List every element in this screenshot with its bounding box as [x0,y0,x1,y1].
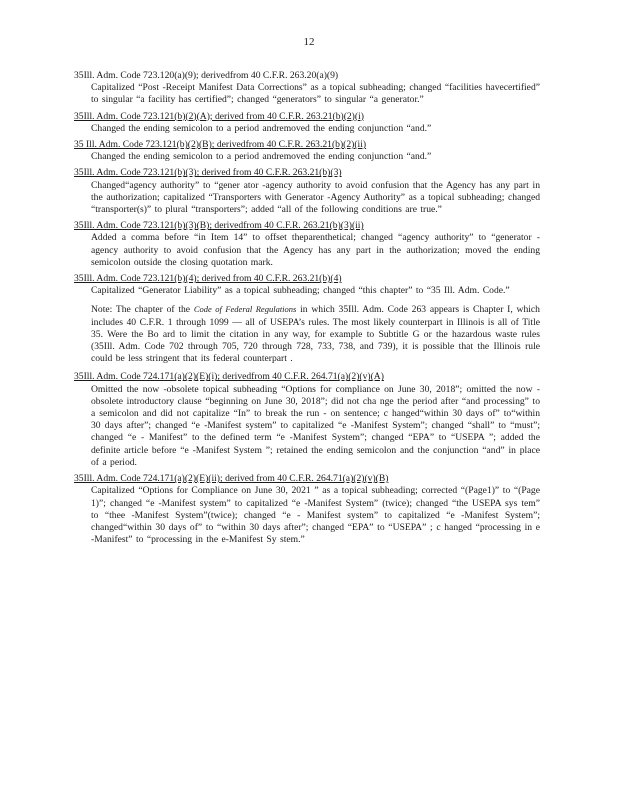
citation-heading: 35Ill. Adm. Code 723.121(b)(3)(B); derivedfrom 40 C.F.R. 263.21(b)(3)(ii) [74,220,364,232]
citation-entry [74,139,540,163]
note-text: in which 35Ill. Adm. Code 263 appears is Chapter I, which includes 40 C.F.R. 1 through 1099 — all of USEPA’s rules. The most likely counterpart in Illinois is all of Title 35. Were the Bo ard to limit the citation in any way, for example to Subtitle G or the hazardous waste rules (35Ill. Adm. Code 702 through 705, 720 through 728, 733, 738, and 739), it is possible that the Illinois rule could be less stringent that its federal counterpart . [91,304,540,365]
citation-entry [74,167,540,216]
change-description: Changed the ending semicolon to a period andremoved the ending conjunction “and.” [91,151,432,163]
citation-entry [74,220,540,269]
change-description: Capitalized “Generator Liability” as a topical subheading; changed “this chapter” to “35 Ill. Adm. Code.” [91,285,510,297]
citation-entry [74,70,540,107]
citation-entry [74,473,540,546]
citation-heading: 35 Ill. Adm. Code 723.121(b)(2)(B); derivedfrom 40 C.F.R. 263.21(b)(2)(ii) [74,139,367,151]
citation-heading: 35Ill. Adm. Code 723.121(b)(3); derived from 40 C.F.R. 263.21(b)(3) [74,167,342,179]
citation-entry [74,371,540,469]
change-description: Added a comma before “in Item 14” to offset theparenthetical; changed “agency authority” to “generator -agency authority to avoid confusion that the Agency has any part in the authorization; moved the ending semicolon outside the closing quotation mark. [91,232,540,268]
change-description: Capitalized “Options for Compliance on June 30, 2021 ” as a topical subheading; corrected “(Page1)” to “(Page 1)”; changed “e -Manifest system” to capitalized “e -Manifest System” (twice); changed “the USEPA sys tem” to “thee -Manifest System”(twice); changed “e - Manifest system” to capitalized “e -Manifest System”; changed“within 30 days of” to “within 30 days after”; changed “EPA” to “USEPA” ; c hanged “processing in e -Manifest” to “processing in the e-Manifest Sy stem.” [91,485,540,546]
change-description: Capitalized “Post -Receipt Manifest Data Corrections” as a topical subheading; changed “facilities havecertified” to singular “a facility has certified”; changed “generators” to singular “a generator.” [91,82,540,106]
citation-entry [74,111,540,135]
change-description: Changed the ending semicolon to a period andremoved the ending conjunction “and.” [91,122,432,134]
citation-heading: 35Ill. Adm. Code 724.171(a)(2)(E)(ii); derived from 40 C.F.R. 264.71(a)(2)(v)(B) [74,473,389,485]
cfr-title: Code of Federal Regulations [193,304,297,315]
change-description: Changed“agency authority” to “gener ator -agency authority to avoid confusion that the Agency has any part in the authorization; capitalized “Transporters with Generator -Agency Authority” as a topical subheading; changed “transporter(s)” to plural “transporters”; added “all of the following conditions are true.” [91,179,540,216]
citation-heading: 35Ill. Adm. Code 723.121(b)(2)(A); derived from 40 C.F.R. 263.21(b)(2)(i) [74,110,364,122]
document-body [74,70,540,550]
citation-entry [74,273,540,365]
citation-heading: 35Ill. Adm. Code 723.121(b)(4); derived from 40 C.F.R. 263.21(b)(4) [74,273,342,285]
citation-heading: 35Ill. Adm. Code 724.171(a)(2)(E)(i); derivedfrom 40 C.F.R. 264.71(a)(2)(v)(A) [74,371,384,383]
note-prefix: Note: The chapter of the [91,304,194,316]
change-description: Omitted the now -obsolete topical subheading “Options for compliance on June 30, 2018”; omitted the now -obsolete introductory clause “beginning on June 30, 2018”; did not cha nge the period after “and processing” to a semicolon and did not capitalize “In” to break the run - on sentence; c hanged“within 30 days of” to“within 30 days after”; changed “e -Manifest system” to capitalized “e -Manifest System”; changed “shall” to “must”; changed “e - Manifest” to the defined term “e -Manifest System”; changed “EPA” to “USEPA ”; added the definite article before “e -Manifest System ”; retained the ending semicolon and the conjunction “and” in place of a period. [91,383,540,468]
note-paragraph [91,303,540,365]
page-number: 12 [303,36,315,48]
citation-heading: 35Ill. Adm. Code 723.120(a)(9); derivedfrom 40 C.F.R. 263.20(a)(9) [74,70,339,81]
